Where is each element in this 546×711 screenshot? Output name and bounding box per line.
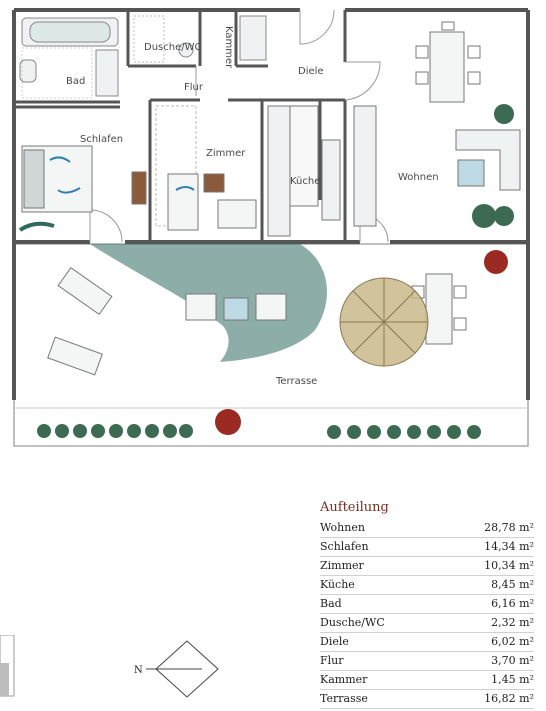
area-row-value: 1,45 m² <box>491 673 534 686</box>
area-row-value: 10,34 m² <box>484 559 534 572</box>
area-row-value: 28,78 m² <box>484 521 534 534</box>
area-row-value: 6,02 m² <box>491 635 534 648</box>
area-row-value: 2,32 m² <box>491 616 534 629</box>
label-kueche: Küche <box>290 176 321 187</box>
area-row-name: Bad <box>320 597 342 610</box>
area-row <box>320 614 534 633</box>
area-row-value: 8,45 m² <box>491 578 534 591</box>
area-row-value: 3,70 m² <box>491 654 534 667</box>
area-row-value: 6,16 m² <box>491 597 534 610</box>
area-row <box>320 538 534 557</box>
area-row-name: Wohnen <box>320 521 365 534</box>
shower-fixtures <box>134 16 193 62</box>
label-terrasse: Terrasse <box>276 376 318 387</box>
compass-north-label: N <box>134 665 143 676</box>
area-row <box>320 557 534 576</box>
kammer-shelf <box>240 16 266 60</box>
location-marker <box>0 635 15 697</box>
label-schlafen: Schlafen <box>80 134 124 145</box>
area-table <box>320 500 534 709</box>
area-row-name: Dusche/WC <box>320 616 385 629</box>
study-furniture <box>156 106 256 230</box>
area-row-value: 16,82 m² <box>484 692 534 705</box>
label-flur: Flur <box>184 82 203 93</box>
area-row-name: Küche <box>320 578 355 591</box>
area-row <box>320 690 534 709</box>
label-zimmer: Zimmer <box>206 148 246 159</box>
label-diele: Diele <box>298 66 324 77</box>
label-dusche-wc: Dusche/WC <box>144 42 202 53</box>
bedroom-furniture <box>20 146 146 230</box>
label-wohnen: Wohnen <box>398 172 439 183</box>
area-row-name: Schlafen <box>320 540 369 553</box>
area-row-name: Flur <box>320 654 344 667</box>
area-row-value: 14,34 m² <box>484 540 534 553</box>
area-row <box>320 595 534 614</box>
area-row-name: Zimmer <box>320 559 364 572</box>
area-row <box>320 633 534 652</box>
kitchen-furniture <box>268 106 376 236</box>
label-kammer: Kammer <box>223 26 234 69</box>
area-row-name: Terrasse <box>320 692 368 705</box>
umbrella-icon <box>340 278 428 366</box>
area-row <box>320 519 534 538</box>
compass-icon <box>132 637 222 701</box>
area-row-name: Kammer <box>320 673 368 686</box>
area-row <box>320 652 534 671</box>
area-row <box>320 671 534 690</box>
label-bad: Bad <box>66 76 86 87</box>
area-row-name: Diele <box>320 635 349 648</box>
area-table-title: Aufteilung <box>320 500 389 515</box>
area-row <box>320 576 534 595</box>
